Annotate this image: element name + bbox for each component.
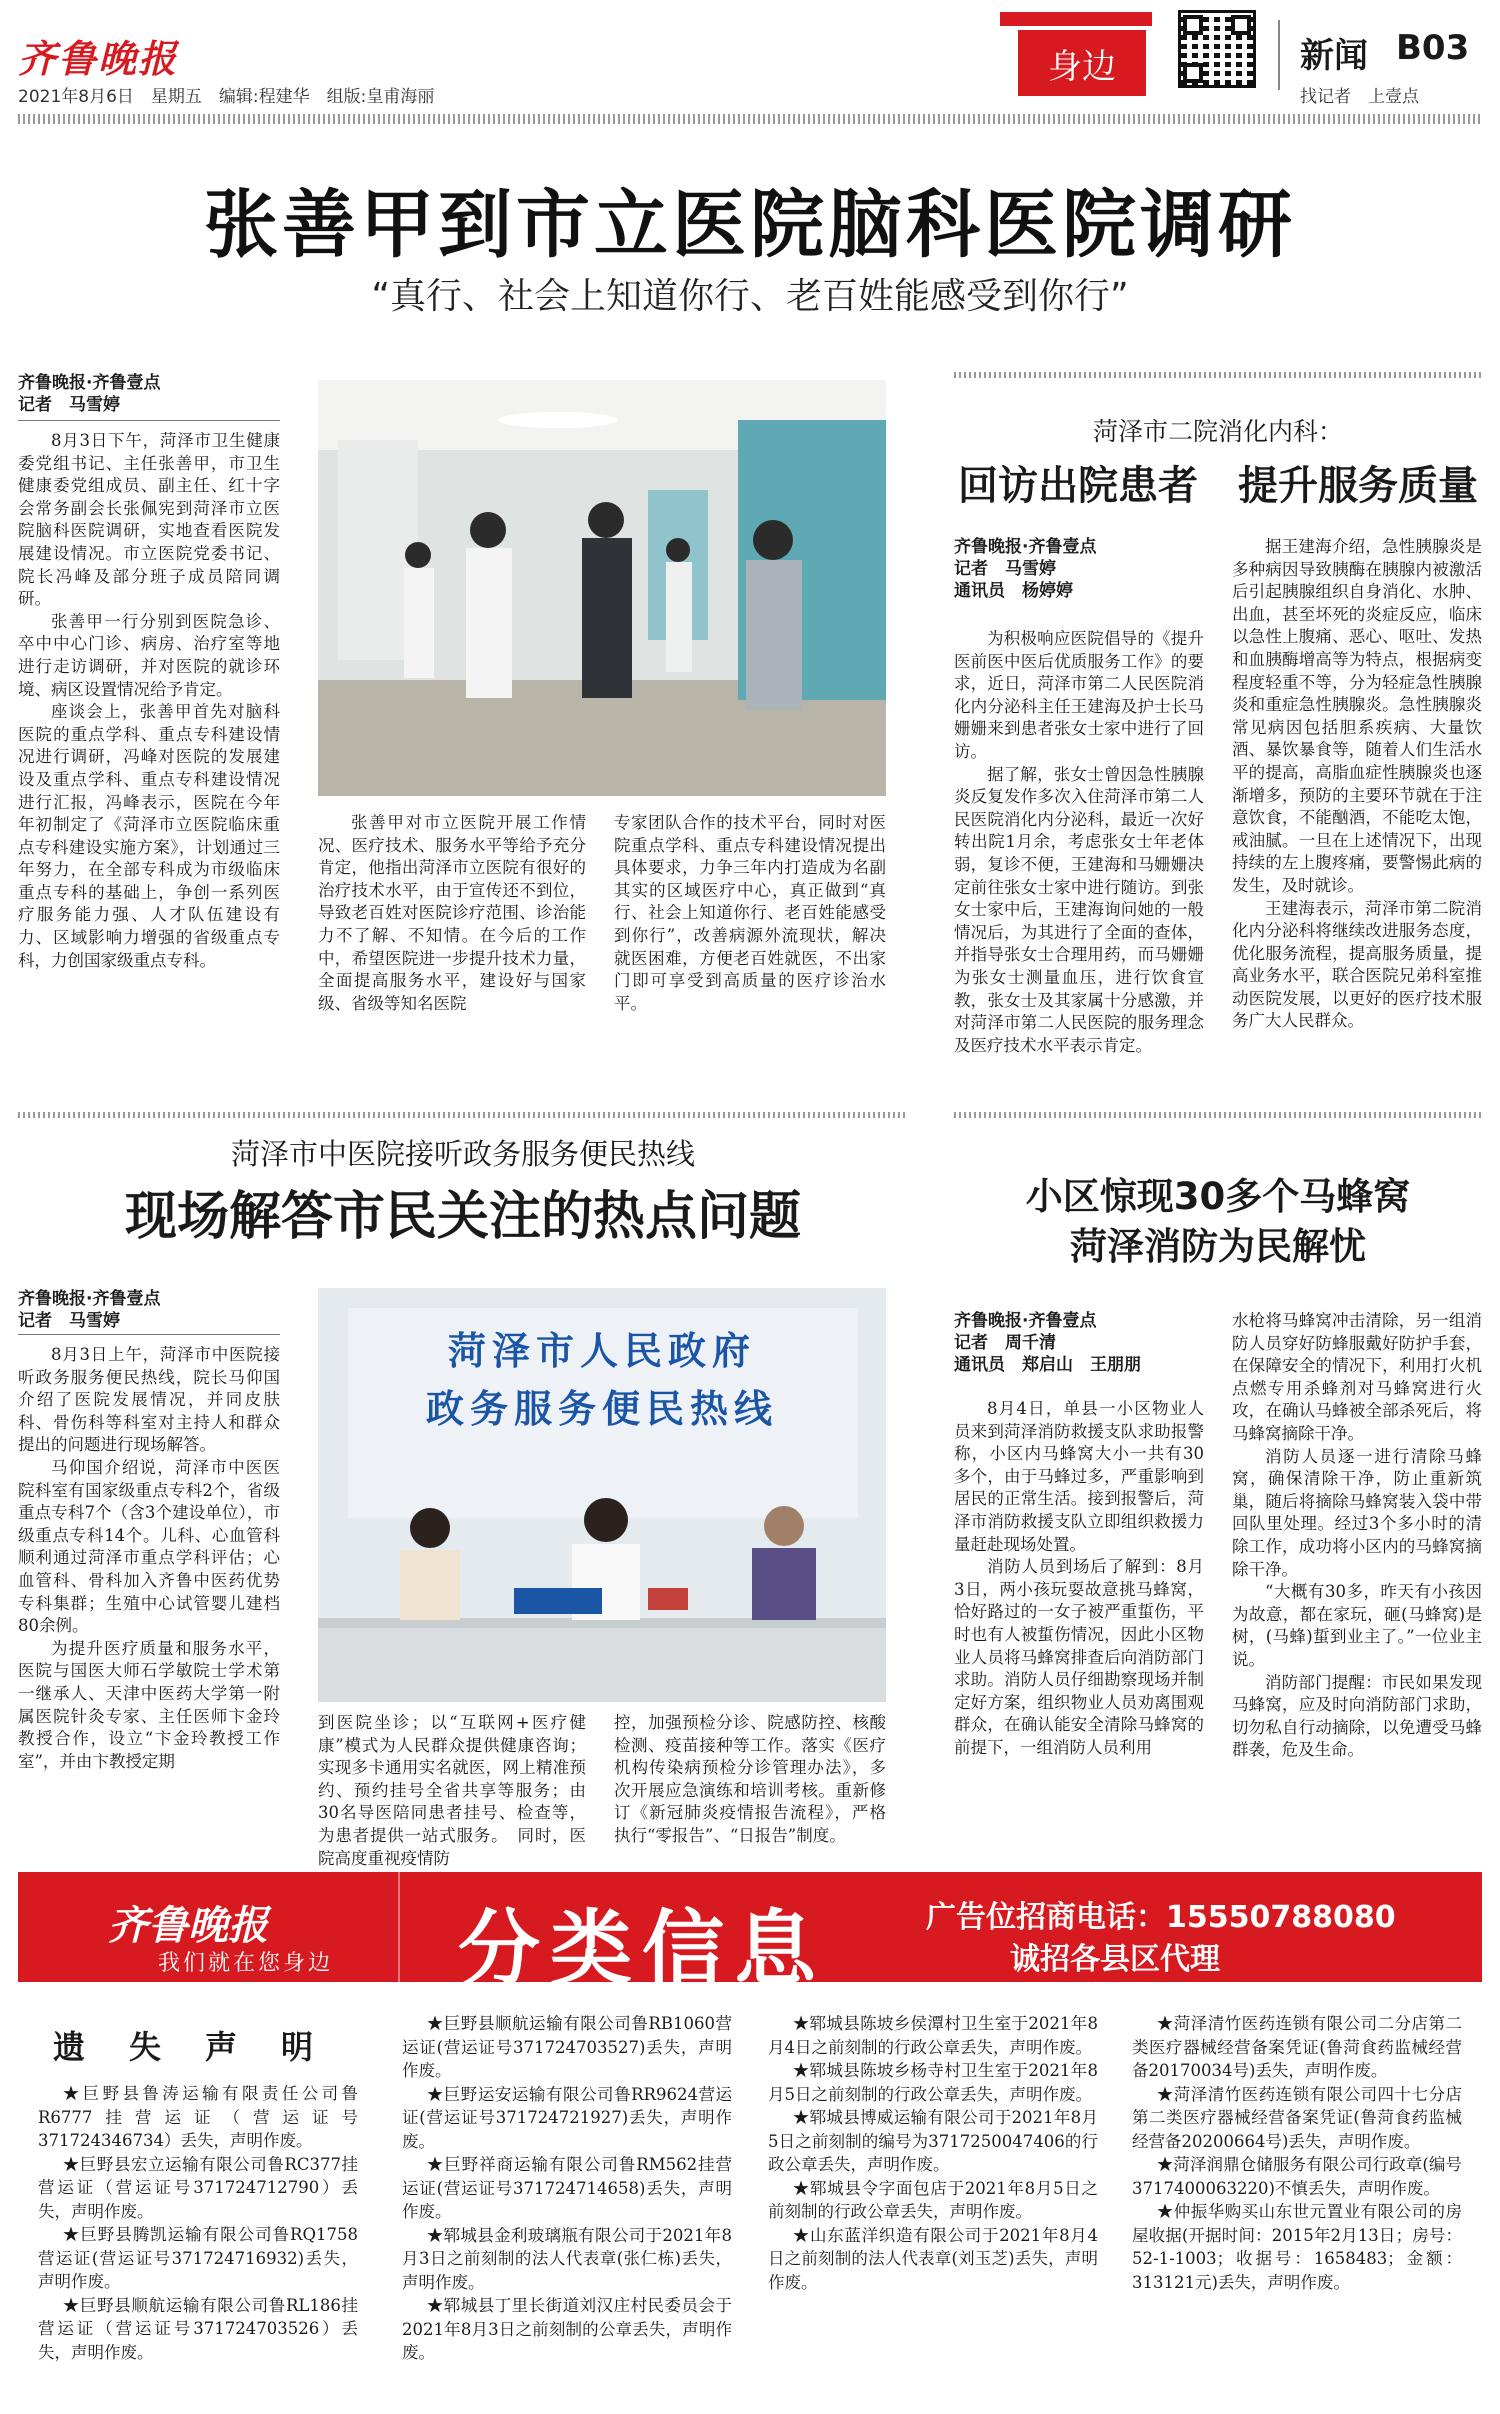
classifieds-col1: ★巨野县鲁涛运输有限责任公司鲁R6777挂营运证（营运证号371724346734）丢失，声明作废。 ★巨野县宏立运输有限公司鲁RC377挂营运证（营运证号371724712790）丢失，声明作废。 ★巨野县腾凯运输有限公司鲁RQ1758营运证(营运证号371724716932)丢失，声明作废。 ★巨野县顺航运输有限公司鲁RL186挂营运证（营运证号371724703526）丢失，声明作废。: [38, 2084, 358, 2362]
header-rule: [18, 114, 1482, 124]
classifieds-col3: ★郓城县陈坡乡侯潭村卫生室于2021年8月4日之前刻制的行政公章丢失，声明作废。 ★郓城县陈坡乡杨寺村卫生室于2021年8月5日之前刻制的行政公章丢失，声明作废。 ★郓城县博威运输有限公司于2021年8月5日之前刻制的编号为3717250047406的行政公章丢失，声明作废。 ★郓城县令字面包店于2021年8月5日之前刻制的行政公章丢失，声明作废。 ★山东蓝洋织造有限公司于2021年8月4日之前刻制的法人代表章(刘玉芝)丢失，声明作废。: [768, 2014, 1098, 2292]
hospital-corridor-image: [318, 380, 886, 796]
section-label: 身边: [1018, 30, 1146, 96]
photo-sign-line2: 政务服务便民热线: [425, 1387, 778, 1431]
divider: [1278, 20, 1280, 90]
page-label: 新闻: [1300, 36, 1368, 76]
hornet-byline: 齐鲁晚报·齐鲁壹点 记者 周千清 通讯员 郑启山 王朋朋: [954, 1311, 1141, 1375]
photo-sign-line1: 菏泽市人民政府: [447, 1329, 756, 1373]
masthead-logo: 齐鲁晚报: [18, 36, 179, 81]
hotline-col1: 8月3日上午，菏泽市中医院接听政务服务便民热线，院长马仰国介绍了医院发展情况，并同皮肤科、骨伤科等科室对主持人和群众提出的问题进行现场解答。 马仰国介绍说，菏泽市中医医院科室有国家级重点专科2个，省级重点专科7个（含3个建设单位），市级重点专科14个。儿科、心血管科顺利通过菏泽市重点学科评估；心血管科、骨科加入齐鲁中医药优势专科集群；生殖中心试管婴儿建档80余例。 为提升医疗质量和服务水平，医院与国医大师石学敏院士学术第一继承人、天津中医药大学第一附属医院针灸专家、主任医师卞金玲教授合作，设立“卞金玲教授工作室”，并由卞教授定期: [18, 1345, 280, 1771]
hotline-kicker: 菏泽市中医院接听政务服务便民热线: [230, 1137, 695, 1171]
ad-phone: 广告位招商电话：15550788080: [926, 1900, 1396, 1935]
hotline-col2: 到医院坐诊；以“互联网+医疗健康”模式为人民群众提供健康咨询；实现多卡通用实名就医，网上精准预约、预约挂号全省共享等服务；由30名导医陪同患者挂号、检查等，为患者提供一站式服务。 同时，医院高度重视疫情防: [318, 1713, 586, 1868]
lead-photo: [318, 380, 886, 796]
ad-agent: 诚招各县区代理: [1010, 1942, 1220, 1977]
page-number: B03: [1396, 28, 1470, 68]
hotline-byline: 齐鲁晚报·齐鲁壹点 记者 马雪婷: [18, 1289, 161, 1331]
hotline-photo: [318, 1288, 886, 1702]
lead-col2: 张善甲对市立医院开展工作情况、医疗技术、服务水平等给予充分肯定，他指出菏泽市立医院有很好的治疗技术水平，由于宣传还不到位，导致老百姓对医院诊疗范围、诊治能力不了解、不知情。在今后的工作中，希望医院进一步提升技术力量，全面提高服务水平，建设好与国家级、省级等知名医院: [318, 813, 586, 1013]
hotline-headline: 现场解答市民关注的热点问题: [124, 1187, 801, 1247]
classifieds-col4: ★菏泽清竹医药连锁有限公司二分店第二类医疗器械经营备案凭证(鲁菏食药监械经营备20170034号)丢失，声明作废。 ★菏泽清竹医药连锁有限公司四十七分店第二类医疗器械经营备案凭证(鲁菏食药监械经营备20200664号)丢失，声明作废。 ★菏泽润鼎仓储服务有限公司行政章(编号3717400063220)不慎丢失，声明作废。 ★仲振华购买山东世元置业有限公司的房屋收据(开据时间：2015年2月13日；房号：52-1-1003；收据号：1658483；金额：313121元)丢失，声明作废。: [1132, 2014, 1462, 2292]
issue-meta: 2021年8月6日 星期五 编辑:程建华 组版:皇甫海丽: [18, 87, 435, 107]
classifieds-col2: ★巨野县顺航运输有限公司鲁RB1060营运证(营运证号371724703527)丢失，声明作废。 ★巨野运安运输有限公司鲁RR9624营运证(营运证号371724721927)丢失，声明作废。 ★巨野祥商运输有限公司鲁RM562挂营运证(营运证号371724714658)丢失，声明作废。 ★郓城县金利玻璃瓶有限公司于2021年8月3日之前刻制的法人代表章(张仁栋)丢失，声明作废。 ★郓城县丁里长街道刘汉庄村民委员会于2021年8月3日之前刻制的公章丢失，声明作废。: [402, 2014, 732, 2362]
lead-col3: 专家团队合作的技术平台，同时对医院重点学科、重点专科建设情况提出具体要求，力争三年内打造成为名副其实的区域医疗中心，真正做到“真行、社会上知道你行、老百姓能感受到你行”，改善病源外流现状，解决就医困难，方便老百姓就医，不出家门即可享受到高质量的医疗诊治水平。: [614, 813, 886, 1013]
ad-title: 分类信息: [458, 1902, 827, 1997]
lead-reporter: 记者 马雪婷: [18, 395, 120, 415]
lead-byline: [18, 372, 280, 416]
page-credit: 找记者 上壹点: [1300, 87, 1419, 107]
ad-slogan: 我们就在您身边: [158, 1951, 334, 1976]
classifieds-title: 遗 失 声 明: [52, 2028, 319, 2066]
qr-code-icon: [1178, 10, 1256, 88]
hornet-headline: 小区惊现30多个马蜂窝 菏泽消防为民解忧: [1025, 1175, 1411, 1268]
lead-subhead: “真行、社会上知道你行、老百姓能感受到你行”: [371, 276, 1129, 317]
classified-ad-banner: [18, 1872, 1482, 1997]
hotline-col3: 控，加强预检分诊、院感防控、核酸检测、疫苗接种等工作。落实《医疗机构传染病预检分诊管理办法》，多次开展应急演练和培训考核。重新修订《新冠肺炎疫情报告流程》，严格执行“零报告”、“日报告”制度。: [614, 1713, 886, 1845]
digest-headline: 回访出院患者 提升服务质量: [958, 463, 1478, 509]
hornet-col2: 水枪将马蜂窝冲击清除，另一组消防人员穿好防蜂服戴好防护手套，在保障安全的情况下，利用打火机点燃专用杀蜂剂对马蜂窝进行火攻，在确认马蜂被全部杀死后，将马蜂窝摘除干净。 消防人员逐一进行清除马蜂窝，确保清除干净，防止重新筑巢，随后将摘除马蜂窝装入袋中带回队里处理。经过3个多小时的清除工作，成功将小区内的马蜂窝摘除干净。 “大概有30多，昨天有小孩因为故意，都在家玩，砸(马蜂窝)是树，(马蜂)蜇到业主了。”一位业主说。 消防部门提醒：市民如果发现马蜂窝，应及时向消防部门求助，切勿私自行动摘除，以免遭受马蜂群袭，危及生命。: [1232, 1311, 1482, 1760]
section-tab: [1000, 12, 1152, 94]
lead-source: 齐鲁晚报·齐鲁壹点: [18, 373, 161, 393]
hornet-col1: 8月4日，单县一小区物业人员来到菏泽消防救援支队求助报警称，小区内马蜂窝大小一共有30多个，由于马蜂过多，严重影响到居民的正常生活。接到报警后，菏泽市消防救援支队立即组织救援力量赶赴现场处置。 消防人员到场后了解到：8月3日，两小孩玩耍故意挑马蜂窝，恰好路过的一女子被严重蜇伤，平时也有人被蜇伤情况，因此小区物业人员将马蜂窝排查后向消防部门求助。消防人员仔细勘察现场并制定好方案，组织物业人员劝离围观群众，在确认能安全清除马蜂窝的前提下，一组消防人员利用: [954, 1399, 1204, 1757]
lead-col1: 8月3日下午，菏泽市卫生健康委党组书记、主任张善甲，市卫生健康委党组成员、副主任、红十字会常务副会长张佩宪到菏泽市立医院脑科医院调研，实地查看医院发展建设情况。市立医院党委书记、院长冯峰及部分班子成员陪同调研。 张善甲一行分别到医院急诊、卒中中心门诊、病房、治疗室等地进行走访调研，并对医院的就诊环境、病区设置情况给予肯定。 座谈会上，张善甲首先对脑科医院的重点学科、重点专科建设情况进行调研，冯峰对医院的发展建设及重点学科、重点专科建设情况进行汇报，冯峰表示，医院在今年年初制定了《菏泽市立医院临床重点专科建设实施方案》，计划通过三年努力，在全部专科成为市级临床重点专科的基础上，争创一系列医疗服务能力强、人才队伍建设有力、区域影响力增强的省级重点专科，力创国家级重点专科。: [18, 431, 280, 970]
digest-byline: 齐鲁晚报·齐鲁壹点 记者 马雪婷 通讯员 杨婷婷: [954, 537, 1097, 601]
digest-col1: 为积极响应医院倡导的《提升医前医中医后优质服务工作》的要求，近日，菏泽市第二人民医院消化内分泌科主任王建海及护士长马姗姗来到患者张女士家中进行了回访。 据了解，张女士曾因急性胰腺炎反复发作多次入住菏泽市第二人民医院消化内分泌科，最近一次好转出院1月余，考虑张女士年老体弱，复诊不便，王建海和马姗姗决定前往张女士家中进行随访。到张女士家中后，王建海询问她的一般情况后，为其进行了全面的查体，并指导张女士合理用药，而马姗姗为张女士测量血压，进行饮食宣教，张女士及其家属十分感激，并对菏泽市第二人民医院的服务理念及医疗技术水平表示肯定。: [954, 629, 1204, 1055]
digest-col2: 据王建海介绍，急性胰腺炎是多种病因导致胰酶在胰腺内被激活后引起胰腺组织自身消化、水肿、出血，甚至坏死的炎症反应，临床以急性上腹痛、恶心、呕吐、发热和血胰酶增高等为特点，根据病变程度轻重不等，分为轻症急性胰腺炎和重症急性胰腺炎。急性胰腺炎常见病因包括胆系疾病、大量饮酒、暴饮暴食等，随着人们生活水平的提高，高脂血症性胰腺炎也逐渐增多，预防的主要环节就在于注意饮食，不能酗酒，不能吃太饱，戒油腻。一旦在上述情况下，出现持续的左上腹疼痛，要警惕此病的发生，及时就诊。 王建海表示，菏泽市第二院消化内分泌科将继续改进服务态度，优化服务流程，提高服务质量，提高业务水平，联合医院兄弟科室推动医院发展，以更好的医疗技术服务广大人民群众。: [1232, 537, 1482, 1031]
ad-logo: 齐鲁晚报: [108, 1902, 268, 1949]
lead-headline: 张善甲到市立医院脑科医院调研: [204, 182, 1296, 268]
digest-kicker: 菏泽市二院消化内科：: [1092, 417, 1343, 446]
